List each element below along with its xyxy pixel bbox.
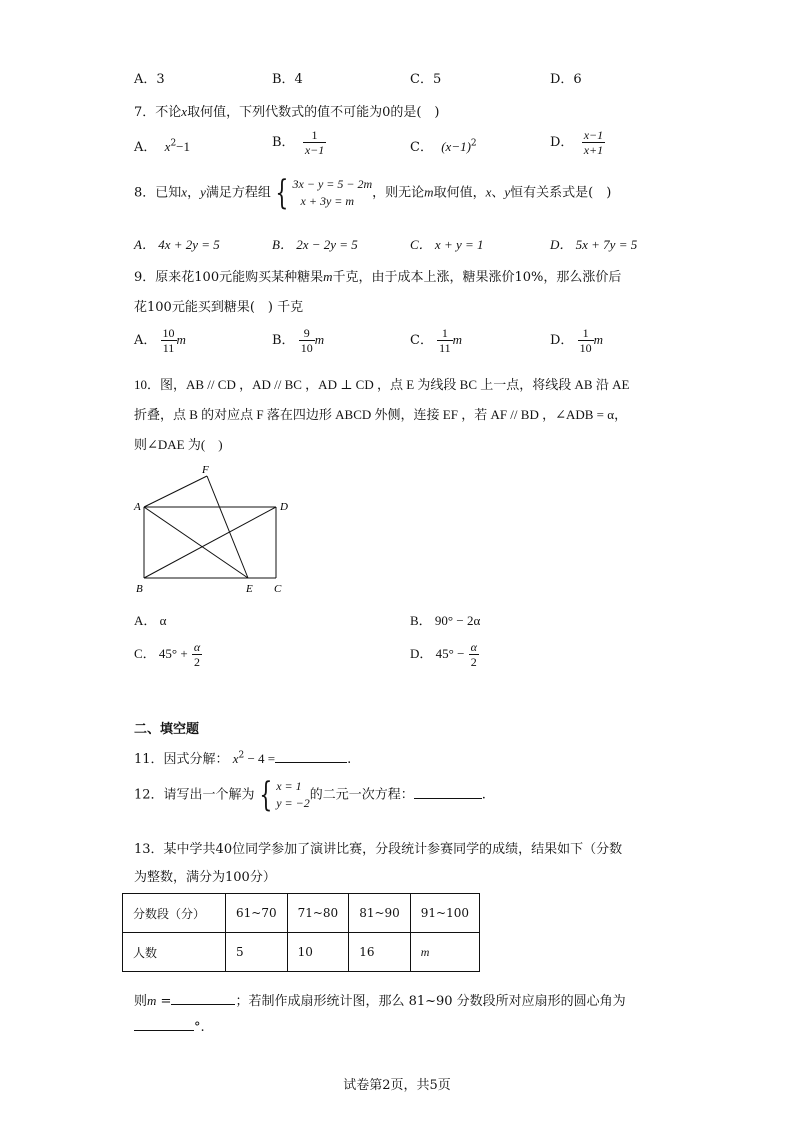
label-d: D (280, 501, 288, 513)
q9-option-a: A． $\frac{10}{11}$ m (134, 326, 186, 355)
q13-question-line: 则m = ；若制作成扇形统计图，那么 81~90 分数段所对应扇形的圆心角为 (134, 993, 626, 1009)
q6-option-d: D．6 (550, 72, 582, 87)
segment-bd (144, 507, 276, 578)
q8-option-b: B． 2x − 2y = 5 (272, 237, 358, 252)
q13-question-line2: °. (134, 1018, 205, 1035)
q13-stem-line2: 为整数，满分为100分） (134, 870, 276, 885)
label-f: F (202, 464, 209, 476)
table-cell: 5 (226, 933, 288, 972)
q13-stem-line1: 13．某中学共40位同学参加了演讲比赛，分段统计参赛同学的成绩，结果如下（分数 (134, 842, 623, 857)
q10-option-b: B． 90° − 2α (410, 613, 481, 628)
q6-option-c: C．5 (410, 72, 442, 87)
q12-solution-system: x = 1 y = −2 (276, 779, 310, 810)
q9-options (134, 326, 654, 360)
q9-stem-line1: 9．原来花100元能购买某种糖果m千克，由于成本上涨，糖果涨价10%，那么涨价后 (134, 269, 622, 285)
table-cell: 人数 (123, 933, 226, 972)
table-header-cell: 81~90 (349, 894, 411, 933)
table-header-cell: 61~70 (226, 894, 288, 933)
q8-equation-system: 3x − y = 5 − 2m x + 3y = m (292, 177, 373, 208)
table-row (123, 933, 480, 972)
q12-answer-blank[interactable] (414, 786, 482, 799)
q6-option-a: A．3 (134, 72, 165, 87)
label-c: C (274, 583, 282, 595)
section-title-fill-in: 二、填空题 (134, 722, 200, 737)
q7-option-d: D． $\frac{x-1}{x+1}$ (550, 128, 604, 157)
table-header-cell: 71~80 (287, 894, 349, 933)
table-cell: m (410, 933, 479, 972)
q9-option-c: C． $\frac{1}{11}$ m (410, 326, 463, 355)
segment-af (144, 476, 207, 507)
label-a: A (134, 501, 141, 513)
q7-option-a: A． $x^2-1$ (134, 138, 191, 155)
table-header-cell: 分数段（分） (123, 894, 226, 933)
q13-answer-blank-angle[interactable] (134, 1018, 194, 1031)
q10-stem-line3: 则∠DAE 为( ) (134, 437, 223, 452)
q10-option-a: A． α (134, 613, 167, 628)
q9-stem-line2: 花100元能买到糖果( ) 千克 (134, 300, 304, 315)
table-cell: 16 (349, 933, 411, 972)
q11-stem: 11．因式分解： $x^2 - 4$ = . (134, 750, 352, 767)
label-e: E (246, 583, 253, 595)
segment-ae (144, 507, 248, 578)
q9-option-b: B． $\frac{9}{10}$ m (272, 326, 325, 355)
q8-option-a: A． 4x + 2y = 5 (134, 237, 220, 252)
q13-score-table (122, 893, 480, 972)
q8-option-c: C． x + y = 1 (410, 237, 484, 252)
label-b: B (136, 583, 143, 595)
table-header-cell: 91~100 (410, 894, 479, 933)
q8-option-d: D． 5x + 7y = 5 (550, 237, 638, 252)
page-footer: 试卷第2页，共5页 (343, 1078, 451, 1093)
q7-stem: 7．不论x取何值，下列代数式的值不可能为0的是( ) (134, 104, 440, 120)
q6-options (134, 68, 654, 88)
segment-fe (207, 476, 248, 578)
q11-answer-blank[interactable] (275, 750, 347, 763)
q12-stem: 12．请写出一个解为 { x = 1 y = −2 的二元一次方程： . (134, 775, 486, 815)
q10-option-c: C． 45° + $\frac{\alpha}{2}$ (134, 640, 201, 669)
table-cell: 10 (287, 933, 349, 972)
q10-geometry-figure (130, 462, 300, 596)
q10-stem-line2: 折叠，点 B 的对应点 F 落在四边形 ABCD 外侧，连接 EF ，若 AF // BD ，∠ADB = α， (134, 407, 628, 422)
table-row (123, 894, 480, 933)
q10-stem-line1: 10．图，AB // CD ，AD // BC ，AD ⊥ CD ，点 E 为线段 BC 上一点，将线段 AB 沿 AE (134, 377, 630, 392)
q6-option-b: B．4 (272, 72, 303, 87)
q13-answer-blank-m[interactable] (171, 992, 235, 1005)
q7-options (134, 128, 654, 164)
q7-option-c: C． $(x-1)^2$ (410, 138, 477, 155)
q8-stem: 8．已知x，y满足方程组 { 3x − y = 5 − 2m x + 3y = m ，则无论m取何值，x、y恒有关系式是( ) (134, 173, 612, 213)
q9-option-d: D． $\frac{1}{10}$ m (550, 326, 603, 355)
q8-options (134, 234, 654, 254)
q10-option-d: D． 45° − $\frac{\alpha}{2}$ (410, 640, 477, 669)
q7-option-b: B． $\frac{1}{x-1}$ (272, 128, 325, 157)
